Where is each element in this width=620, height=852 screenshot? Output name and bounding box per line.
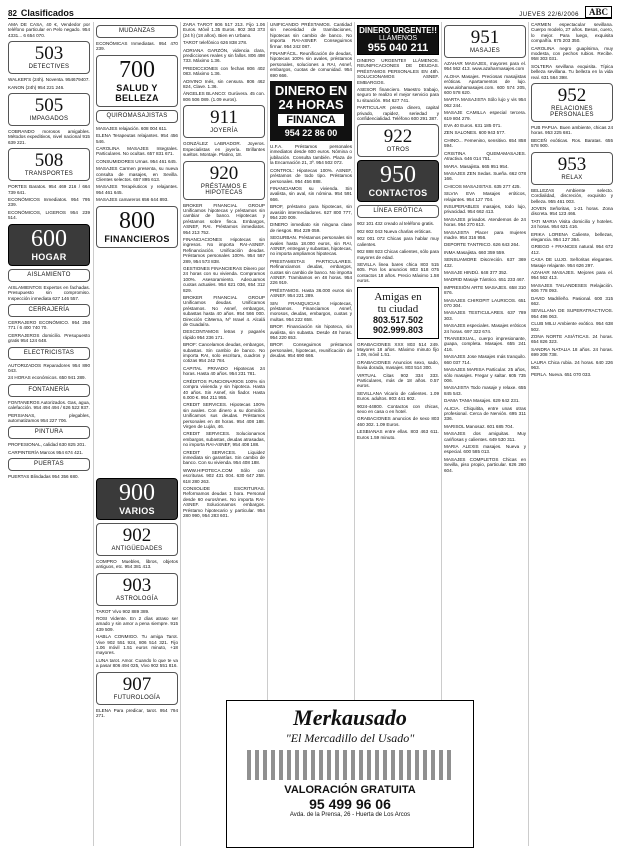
category-label: FINANCIEROS [104, 233, 170, 244]
ad-phone: 803.517.502 [372, 314, 424, 325]
classified-ad: 902 101 432 creado al teléfono gratis. [357, 221, 435, 227]
category-box [8, 269, 90, 282]
category-box [8, 224, 90, 266]
classified-ad: COMPRO Muebles, libros, objetos antiguos, etc. 954 381 413. [96, 558, 178, 570]
classified-ad: LUNA tarot. Amor. Cuando lo que te va a pasar 806 494 025, Vivo 902 551 816. [96, 657, 178, 669]
classified-ad: MASAJES ZEN Sedas. Sueña. 662 078 166. [444, 170, 526, 182]
page-number: 82 [8, 9, 17, 18]
classified-ad: CONTROL: Hipotecas 100%. ASNEF, préstamos de todo tipo. Préstamos personales. 954 456 888. [270, 167, 352, 184]
classified-ad: MARA. Masajista. 665 951 954. [444, 163, 509, 169]
classified-ad: TAROT Vivo 902 889 389. [96, 608, 150, 614]
category-number: 920 [209, 162, 239, 184]
classified-ad: IMPRESIÓN ARTE MASAJES. 658 310 876. [444, 284, 526, 296]
category-box [357, 205, 439, 218]
classified-ad: DESCONTAMOS letras y pagarés rápido 954 236 171. [183, 329, 265, 340]
classified-ad: INSUPERABLES masajes, todo lujo, privacidad. 954 662 413. [444, 203, 526, 215]
classified-ad: MASAJES CHIROPIT LAURICOS. 651 070 304. [444, 297, 526, 309]
classified-ad: BROF. Financiación sin hipoteca, sin avalista, sin subasta. Desde 48 horas. 954 220 653. [270, 324, 352, 341]
classified-ad: BECEÑ exóticas. Ros. Baratas. 655 578 900. [531, 137, 613, 149]
classified-ad: LESBIANAS entre ellas. 803 463 611. Euros 1.59 minuto. [357, 429, 439, 440]
classified-ad: ROSI Vidente. En 2 días atraso ser amado y sin amor a pena siempre. 915 439 509. [96, 615, 178, 632]
classified-ad: MARTA MASAJISTA Sólo lujo y vis 954 062 244. [444, 97, 526, 108]
classified-ad: ECONÓMICOS Inmediatos. 954 795 239. [8, 197, 90, 208]
column-1 [6, 22, 92, 846]
ad-phone: 955 040 211 [367, 42, 429, 54]
ad-brand: FINANCA [278, 114, 344, 126]
classified-ad: CONSUMIDORES Urnas. 954 461 645. [96, 158, 177, 164]
ad-phone: 954 22 86 00 [284, 128, 338, 139]
category-box [444, 25, 526, 58]
ad-headline: DINERO URGENTE!! [359, 26, 437, 35]
category-label: JOYERÍA [210, 128, 238, 135]
classified-ad: PRÉSTAMOS. Hasta 36.000 euros sin ASNEF. 954 221 289. [270, 287, 352, 299]
category-label: CONTACTOS [368, 188, 428, 199]
category-label: RELAX [561, 174, 583, 181]
classified-ad: CREDIT SERVICES. Hipotecas 100% sin avales. Con dinero a su domicilio. Unificamos sus deudas. Préstamos personales en 48 horas. 954 408 188. Virgen de Luján, 46. [183, 402, 265, 429]
classified-ad: ÁNGELES BLANCO: Gurúvera. 45 con. 806 506 089. (1.09 euros). [183, 91, 265, 102]
classified-ad: SILVIA EVA Masajes eróticos, relajantes. 954 127 704. [444, 191, 526, 202]
classified-ad: SANDRA NATALIA 18 años. 24 horas. 699 208 738. [531, 346, 613, 358]
category-number: 953 [557, 153, 587, 175]
category-number: 903 [122, 574, 152, 596]
classified-ad: MASAJES privados. Atendemos de 24 horas. 954 270 613. [444, 216, 526, 228]
classified-ad: MASAJES Terapéuticos y relajantes. 954 461 645. [96, 184, 178, 195]
newspaper-logo: ABC [585, 6, 612, 18]
classified-ad: MASAJISTA Placer para mujeres madre. 954 316 956. [444, 229, 526, 240]
category-number: 922 [383, 126, 413, 148]
category-box [183, 105, 265, 138]
classified-ad: DAVID Madrileño. Pasional. 600 315 662. [531, 295, 613, 306]
category-label: ELECTRICISTAS [23, 349, 75, 356]
classified-ad: FINANFÁCIL. Reunificación de deudas, hipotecas 100% sin avales, préstamos personales, soluciones a RAI, Asnef, embargos, cuotas de comunidad. 954 690 666. [270, 51, 352, 78]
classified-ad: PROFESIONAL, calidad 630 825 201. [8, 442, 86, 448]
category-box [8, 426, 90, 439]
classified-ad: CRISTINA QUEMAMASAJES. Atractiva. 646 014 751. [444, 150, 526, 162]
category-box [96, 573, 178, 606]
category-label: CERRAJERÍA [28, 306, 70, 313]
classified-ad: UNIFICANDO PRÉSTAMOS. Cantidad sin necesidad de tramitaciones, hipotecas sin cambio de banco. No importa RAI-ASNEF. Conseguimos firmar. 954 242 087. [270, 22, 352, 49]
classified-ad: MASAJES Jose Masajes más tranquilo. 660 037 714. [444, 354, 526, 365]
classified-ad: CONSOLIDE ESCRITURAS. Reformamos deudas 1 hora. Personal desde 60 euros/mes. No importa RAI-ASNEF. Solucionamos embargos. Préstamo hipotecario y particular. 954 280 990, 954 283 601. [183, 486, 265, 519]
classified-ad: ALICIA. Chiquitita, entre unas otras profesional. Cerca de Nervión. 695 311 336. [444, 405, 526, 422]
classified-ad: 902 602 043 Nueva charlas eróticas. [357, 228, 432, 234]
classified-ad: ZONA NORTE ASIÁTICAS. 24 horas. 654 826 323. [531, 334, 613, 345]
ad-offer: VALORACIÓN GRATUITA [284, 784, 416, 796]
classified-ad: ADIVINO Inés, sin censura. 806 462 824, Clave. 1.36. [183, 78, 265, 90]
category-number: 700 [119, 56, 155, 83]
ad-headline: DINERO EN 24 HORAS [274, 83, 348, 113]
category-label: LÍNEA ERÓTICA [373, 208, 423, 215]
classified-ad: SEVILLANA DE SUPERATRACTIVOS. 954 496 063. [531, 308, 613, 319]
classified-ad: ADRIANA GARZÓN, videncia clara, predicciones reales y sin fallos. 806 498 733. Máximo 1.36. [183, 47, 265, 64]
category-number: 907 [122, 673, 152, 695]
classified-ad: CREDIT SERVICES. Solucionamos embargos, subastas, deudas atrasadas, no importa RAI-ASNEF, 954 408 188. [183, 431, 265, 448]
classified-ad: AISLAMIENTOS Expertos en fachadas. Presupuesto sin compromiso. Inspección inmediata 627 146 557. [8, 284, 90, 301]
classified-ad: CAPITAL PRIVADO Hipotecas 24 horas. Hasta 40 años. 954 231 781. [183, 365, 265, 377]
classified-ad: CREDIT SERVICES. Liquidez inmediata sin garantías. Sin cambio de banco. Con su vivienda. 954 408 188. [183, 449, 265, 466]
classified-ad: PERLA. Nueva. 651 070 033. [531, 372, 592, 378]
category-label: PRÉSTAMOS E HIPOTECAS [200, 183, 248, 196]
classified-ad: CHICOS MASAJISTAS. 635 277 425. [444, 183, 521, 189]
classified-ad: DINERO URGENTE!! LLÁMENOS. REUNIFICACIONES DE DEUDAS. PRÉSTAMOS PERSONALES EN 48h. SOLUCIONAMOS ASNEF. EMBARGOS. [357, 58, 439, 85]
amigas-ad [357, 287, 439, 339]
category-box [96, 25, 178, 38]
classified-ad: CHINO... Femenino, sensitivo. 654 858 594. [444, 137, 526, 149]
classified-ad: CRÉDITOS FUNCIONARIOS 100% sin compra vivienda y sin hipoteca. Hasta 40 años. Sin Asnef, sin fiador. Hasta 6.000 €. 954 211 955. [183, 378, 265, 400]
classified-ad: BROF. Conseguimos préstamos personales, hipotecas, reunificación de deudas. 954 690 666. [270, 342, 352, 359]
classified-ad: ECONÓMICAS Inmediatas. 954 470 239. [96, 41, 178, 52]
classified-ad: AMA DE CASA, 40 €, Vendedor por teléfono particular en Pelo negado. 954 4331... 6 654 070. [8, 22, 90, 38]
classified-ad: SENSUAMORE Discreción. 637 369 432. [444, 257, 526, 268]
classified-ad: DANIA TANIA Masajes. 629 642 231. [444, 398, 520, 404]
classified-ad: AUTORIZADOS Reparadores 954 890 043. [8, 362, 90, 373]
classified-ad: BELLEZAS Ambiente selecto. Cordialidad, discreción, exquisito y belleza. 955 461 003. [531, 187, 613, 204]
classified-ad: PUERTAS Blindadas 954 356 680. [8, 474, 79, 480]
ad-headline: Amigas en [374, 290, 422, 303]
classified-ad: LAURA Chica rubia. 24 horas. 640 226 963. [531, 359, 613, 371]
category-label: OTROS [386, 147, 410, 154]
section-title: Clasificados [20, 8, 74, 18]
classified-ad: SIN FRANQUICIAS Hipotecas, préstamos. Financiamos Asnef, morosos, deudas, embargos, cuotas y multas. 954 222 658. [270, 300, 352, 322]
classified-ad: DINERO inmediato sin ninguna clase de riesgos. 954 229 059. [270, 222, 352, 233]
category-box [183, 161, 265, 200]
classified-ad: FONTANEROS Autorizados. Gas, agua, calefacción. 954 494 494 / 626 522 937. [8, 399, 90, 411]
category-label: RELACIONES PERSONALES [550, 106, 594, 119]
category-number: 950 [380, 162, 416, 189]
classified-ad: ERIKA LORENA Caliente, bellezas, elegancia. 954 127 364. [531, 231, 613, 242]
column-7 [528, 22, 615, 846]
classified-ad: MASAJISTA Todo masaje y relaxe. 655 845 543. [444, 385, 526, 396]
classified-ad: BROF, préstamo para hipotecas, sin avasión intermediadores. 627 800 777, 954 220 009. [270, 204, 352, 220]
classified-ad: HABLA CONMIGO. Tu amiga Tarot. Vive 902 551 924, 806 514 321. Fijo 1.06 móvil 1.51 euros minuto, +18 mayores. [96, 634, 178, 656]
category-label: DETECTIVES [28, 64, 70, 71]
category-box [8, 384, 90, 397]
category-label: ANTIGÜEDADES [111, 545, 163, 552]
classified-ad: MARIA ALEXIS masajes. Nueva y especial. 600 585 013. [444, 443, 526, 455]
category-box [96, 523, 178, 556]
classified-ad: CERRAJERO ECONÓMICO. 954 256 771 / 6 400 740 70. [8, 319, 90, 331]
classified-ad: DEPORTE TANTRICO. 626 643 264. [444, 242, 520, 248]
classified-ad: AZAHAR MASAJES. Mejores para el. 954 562 413. [531, 269, 613, 281]
classified-ad: MASAJES COMPLETOS Chicas en Sevilla, piso propio, particular. 626 280 604. [444, 456, 526, 473]
classified-ad: 902 888 923 Chicas calientes, sólo para mayores de edad. [357, 249, 439, 260]
classified-ad: CARMEN espectacular sevillana. Cuerpo modelo, 27 años. Besos, cuero, lo mejor. Para luego, exquisita compañía. 675 203 350. [531, 22, 613, 44]
classified-ad: BROF: Cancelamos deudas, embargos, subastas. Sin cambio de banco. No importa RAI, solo escritura, cuadros y cotizas 954 242 784. [183, 342, 265, 364]
classified-ad: CERRAJEROS domicilio. Presupuesto gratis 954 124 648. [8, 332, 90, 344]
classified-ad: MASAJES TESTICULARES. 637 789 303. [444, 310, 526, 321]
category-box [8, 148, 90, 181]
classified-ad: PARTICULAR presta dinero, capital privado, rapidez, seriedad y confidencialidad. Teléfono 600 291 387. [357, 105, 439, 122]
classified-ad: U.F.A. Préstamos personales inmediatos desde 600 euros. Nómina o jubilación. Consulta también. Plaza de la Encarnación 21, 3º. 954 502 072. [270, 144, 352, 166]
classified-ad: ZEN SALONES. 600 943 577. [444, 130, 506, 136]
dinero-24h-ad [270, 81, 352, 141]
classified-ad: AZAHAR MASAJES, mayores para el. 954 562 413. www.azaharmasajes.com [444, 61, 526, 72]
classified-ad: BROKER FINANCIAL GROUP Unificamos deudas. Unificamos préstamos. No Asnef, embargos, subastas hasta 40 años. 954 566 000. Dirección CiMerna, Nº Israel 4. Alcalá de Guadaíra. [183, 295, 265, 328]
classified-ad: WWW.HIPOTECA.COM Sólo con escrituras. 902 431 004. 630 647 258. 618 280 263. [183, 467, 265, 484]
category-box [531, 83, 613, 122]
classified-ad: GRABACIONES anuncios de sexo 803 460 302. 1.09 Euros. [357, 416, 439, 427]
classified-ad: TATI MARIA Visita domicilio y hoteles. 24 horas. 954 621 416. [531, 218, 613, 230]
classified-ad: CLUB MILU Ambiente exótico. 954 638 502. [531, 321, 613, 332]
ad-brand: Merkausado [293, 705, 407, 730]
ad-headline-2: tu ciudad [377, 302, 419, 315]
classified-ad: PUB PAPUA. Buen ambiente, chicas 24 horas. 953 225 681. [531, 125, 613, 136]
classified-ad: PORTES Baratos. 954 469 216 / 664 739 641. [8, 184, 90, 195]
classified-ad: MADRID Masaje Tántrico. 651 233 467. [444, 277, 526, 283]
ad-address: Avda. de la Prensa, 26 - Huerta de Los Arcos [289, 812, 411, 818]
category-box [96, 672, 178, 705]
category-number: 902 [122, 524, 152, 546]
category-box [8, 347, 90, 360]
classified-ad: MASAJES dos amiguitas. Muy cariñosas y calientes. 649 530 311. [444, 431, 526, 442]
ad-tagline: "El Mercadillo del Usado" [285, 731, 415, 745]
category-number: 503 [34, 43, 64, 65]
classified-ad: MASAJES MARISA Particular. 25 años, sólo masajes. Fregar y saltar. 605 735 006. [444, 367, 526, 383]
category-number: 600 [31, 225, 67, 252]
ad-phone: 95 499 96 06 [309, 796, 391, 812]
classified-ad: SEVILLA linea bares chica 803 515 605. Pon los anuncios 803 518 075 contactos 18 años. Precio Máximo 1.58 euros. [357, 261, 439, 284]
classified-ad: GRABACIONES XXX 803 514 249. Mayores 18 años. Máximo minuto fijo 1.09, móvil 1.51. [357, 341, 439, 358]
merkausado-ad [226, 700, 474, 848]
category-box [357, 124, 439, 157]
issue-date: JUEVES 22/6/2006 [519, 12, 579, 18]
classified-ad: PREDICCIONES con fechas 806 402 083. Máximo 1.36. [183, 65, 265, 77]
classified-ad: PRESTAMISTAS PARTICULARES. Refinanciamos deudas, embargos, cuotas sin cambio de banco. No importa ASNEF. Tramitamos en 48 horas. 954 226 919. [270, 258, 352, 286]
category-label: PUERTAS [34, 461, 64, 468]
category-box [96, 55, 178, 107]
category-number: 800 [119, 207, 155, 234]
classified-ad: ECONÓMICOS, LIGEROS 954 239 514. [8, 209, 90, 221]
classified-ad: MASAJES relajación. 608 004 611. [96, 125, 168, 131]
classified-ad: JOVEN Señoritas, 1-21 horas. Zona discreta. 954 123 466. [531, 205, 613, 217]
category-label: MASAJES [469, 48, 501, 54]
classified-ad: MASAJES camareros 656 644 893. [96, 197, 169, 203]
category-box [8, 41, 90, 74]
classified-ad: INMA Masajista. 660 359 559. [444, 249, 506, 255]
classified-ad: FINANCIAMOS su vivienda. Sin avalista, sin aval, sin nómina. 954 591 666. [270, 185, 352, 202]
category-label: ASTROLOGÍA [115, 595, 158, 602]
classified-ad: COBRANDO morosos amigables. Métodos expeditivos, nivel nacional 915 639 221. [8, 129, 90, 145]
dinero-urgente-ad [357, 25, 439, 55]
classified-ad: SEGURBAN. Préstamos personales sin avales hasta 18.000 euros, sin RAI, ASNEF, entregas y subastas, hipotecas, no importa ampliamos hipotecas. [270, 235, 352, 257]
category-number: 508 [34, 150, 64, 172]
classified-ad: TRANSEXUAL, cuerpo impresionante, guapa, completa. Masajes. 655 241 416. [444, 336, 526, 352]
classified-ad: CARPINTERÍA Marcos 954 674 421. [8, 449, 84, 455]
category-label: IMPAGADOS [29, 116, 69, 123]
classified-ad: ELENA Para predicar, tarot. 954 794 271. [96, 707, 178, 718]
category-number: 505 [34, 95, 64, 117]
classified-ad: WALKER'S (24h). Noventa. 954679407. [8, 77, 90, 83]
category-box [357, 160, 439, 202]
category-label: HOGAR [31, 251, 67, 262]
classified-ad: MASAJES TAILANDESES Relajación. 606 778 093. [531, 282, 613, 294]
classified-ad: 24 HORAS económicos. 650 941 289. [8, 375, 86, 381]
classified-ad: MASAJE HINDÚ. 648 377 352. [444, 270, 508, 275]
category-box [531, 152, 613, 185]
category-box [8, 93, 90, 126]
category-label: PINTURA [34, 429, 64, 436]
classified-ad: PERSIANAS, plegables, automatizamos 954 227 706. [8, 412, 90, 423]
ad-subhead: LLÁMENOS [378, 35, 418, 42]
classified-ad: FINANCIACIONES Hipotecas sin ingresos. No importa RAI-ASNEF. Refinanciación. Unificación deudas. Préstamos personales 100%. 954 567 289, 954 573 838. [183, 236, 265, 264]
category-box [8, 458, 90, 471]
category-number: 952 [557, 85, 587, 107]
classified-ad: 9024-44800. Contactos con chicas, sexo en casa o en hotel. [357, 403, 439, 414]
classified-ad: MASAJE CAMILLA especial tercera. 619 804 279. [444, 110, 526, 121]
category-number: 900 [119, 479, 155, 506]
category-label: FONTANERÍA [28, 386, 70, 393]
classified-ad: CAROLINA negro guapísima, muy modesta, con pechos rubios. Recibe. 958 303 031. [531, 45, 613, 62]
classified-ad: SEVILLANA Vicario de calientes. 1.09 Euros. adultos. 803 441 602. [357, 390, 439, 402]
category-label: MUDANZAS [118, 28, 156, 34]
classified-ad: 902 001 072 Chicas para hablar muy calientes. [357, 236, 439, 247]
classified-ad: MARISOL Manosaz. 601 685 704. [444, 423, 514, 429]
classified-ad: GRABACIONES Anuncios sexo, sado, lluvia dorada, masajes. 803 514 300. [357, 359, 439, 371]
category-box [96, 206, 178, 248]
classified-ad: EVA 40 Euros. 631 185 071. [444, 123, 502, 129]
classified-ad: ZARA TAROT 806 517 213. Fijo 1.06 Euros. Móvil 1.35 Euros. 902 363 373 (24 h) (18 años). Bien en Urbano. [183, 22, 265, 38]
category-label: SALUD Y BELLEZA [115, 82, 159, 103]
category-number: 911 [210, 107, 238, 129]
classified-ad: ASESOR financiero. Maestro trabajo, seguro te realizo el mejor servicio para tu situación. 954 627 741. [357, 87, 439, 103]
classified-ad: MASAJES Carmen presenta, su nueva consulta de masajes, en Sevilla. Clientes selectos. 657 895 613. [96, 166, 178, 183]
classified-ad: CAROLINA MASAJES Integrales. Particulares. No ocultas. 657 831 671. [96, 146, 178, 157]
classified-ad: ELENA Terapeutas relajantes. 954 456 546. [96, 133, 178, 144]
column-2 [93, 22, 180, 846]
classified-ad: TAROT telefónico 626 838 278. [183, 40, 248, 46]
category-label: FUTUROLOGÍA [113, 694, 161, 701]
category-label: VARIOS [119, 505, 155, 516]
classified-ad: BROKER FINANCIAL GROUP Unificamos hipotecas y préstamos sin cambiar de banco. Hipotecas y préstamos sobre finca. Embargos, ASNEF, RAI. Préstamos inmediatos. 954 213 752. [183, 202, 265, 235]
classified-ad: ALOHA Masajes. Preciosas masajistas eróticas. Apartamentos de lujo. www.alohamasajes.com. 600 574 205, 600 578 620. [444, 73, 526, 96]
classified-ad: GONZÁLEZ LABRADOR. Joyeros. Especialistas en joyería. Brillantes sueltos. Montaje. Platino, 18. [183, 141, 265, 158]
classified-ad: MASAJES especiales. Masajes eróticos 24 horas. 697 322 674. [444, 323, 526, 334]
category-box [96, 478, 178, 520]
category-label: AISLAMIENTO [27, 271, 71, 278]
classified-ad: VIRTUAL Citas 902 334 333. Particulares, más de 18 años. 0.57 euros. [357, 372, 439, 389]
ad-illustration [247, 750, 453, 780]
classified-ad: CASA DE LUJO. Señoritas elegantes. Masaje relajante. 954 626 297. [531, 257, 613, 268]
category-box [8, 304, 90, 317]
category-label: QUIROMASAJISTAS [106, 112, 168, 119]
classified-ad: KANON (24h) 954 221 246. [8, 84, 65, 90]
category-label: TRANSPORTES [24, 171, 74, 178]
ad-phone-2: 902.999.803 [372, 324, 424, 335]
page-header [8, 4, 612, 19]
classified-ad: GRIEGO + FRANCES natural. 954 672 412. [531, 244, 613, 255]
classified-ad: GESTIONES FINANCIERAS Dinero por 24 horas con su vivienda. Compramos 100%. Asesoramiento. Adecuamos cuotas actuales. 954 621 036, 654 312 829. [183, 265, 265, 293]
category-box [96, 110, 178, 123]
classified-ad: SOLTERA sevillana exquisita. Típica belleza sevillana. Tu belleza en la vida real. 631 564 398. [531, 63, 613, 80]
category-number: 951 [470, 27, 500, 48]
